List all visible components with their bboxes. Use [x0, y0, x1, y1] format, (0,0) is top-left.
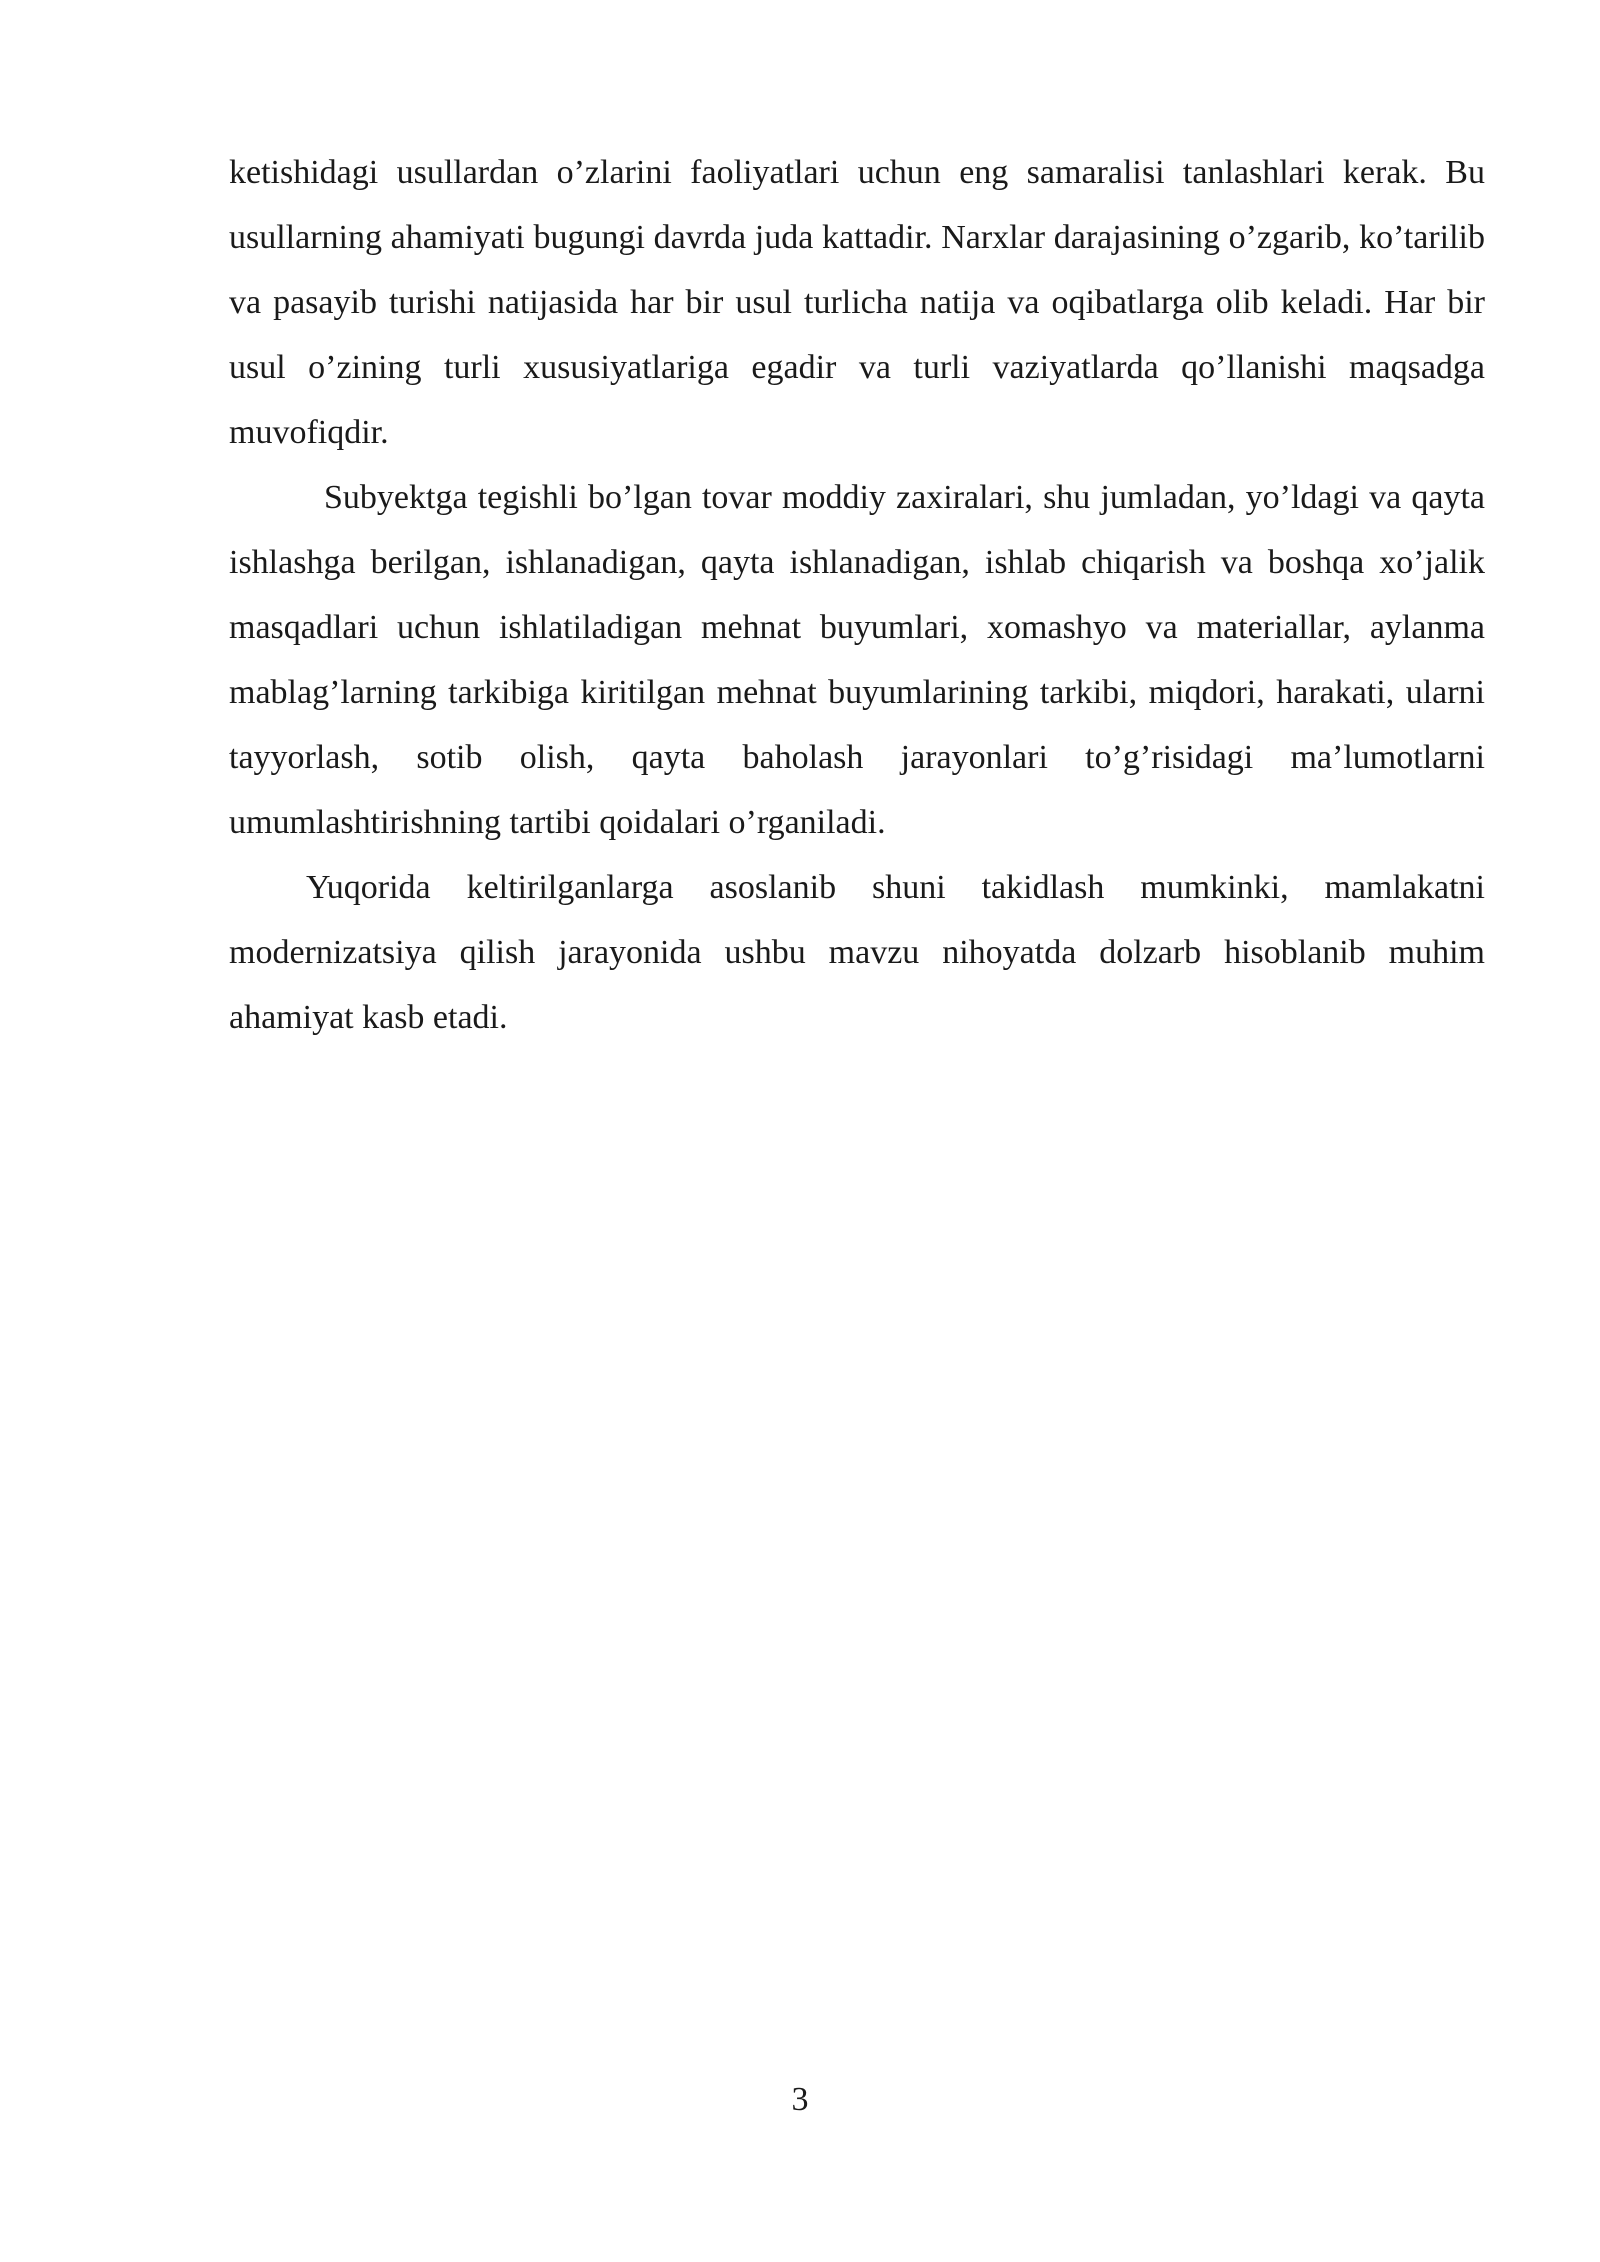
body-text — [229, 140, 1485, 1050]
paragraph-1: ketishidagi usullardan o’zlarini faoliyatlari uchun eng samaralisi tanlashlari kerak. Bu usullarning ahamiyati bugungi davrda juda kattadir. Narxlar darajasining o’zgarib, ko’tarilib va pasayib turishi natijasida har bir usul turlicha natija va oqibatlarga olib keladi. Har bir usul o’zining turli xususiyatlariga egadir va turli vaziyatlarda qo’llanishi maqsadga muvofiqdir. — [229, 154, 1485, 451]
paragraph-3: Yuqorida keltirilganlarga asoslanib shuni takidlash mumkinki, mamlakatni modernizatsiya qilish jarayonida ushbu mavzu nihoyatda dolzarb hisoblanib muhim ahamiyat kasb etadi. — [229, 869, 1485, 1036]
paragraph-2: Subyektga tegishli bo’lgan tovar moddiy zaxiralari, shu jumladan, yo’ldagi va qayta ishlashga berilgan, ishlanadigan, qayta ishlanadigan, ishlab chiqarish va boshqa xo’jalik masqadlari uchun ishlatiladigan mehnat buyumlari, xomashyo va materiallar, aylanma mablag’larning tarkibiga kiritilgan mehnat buyumlarining tarkibi, miqdori, harakati, ularni tayyorlash, sotib olish, qayta baholash jarayonlari to’g’risidagi ma’lumotlarni umumlashtirishning tartibi qoidalari o’rganiladi. — [229, 479, 1485, 841]
page-number: 3 — [791, 2081, 809, 2118]
